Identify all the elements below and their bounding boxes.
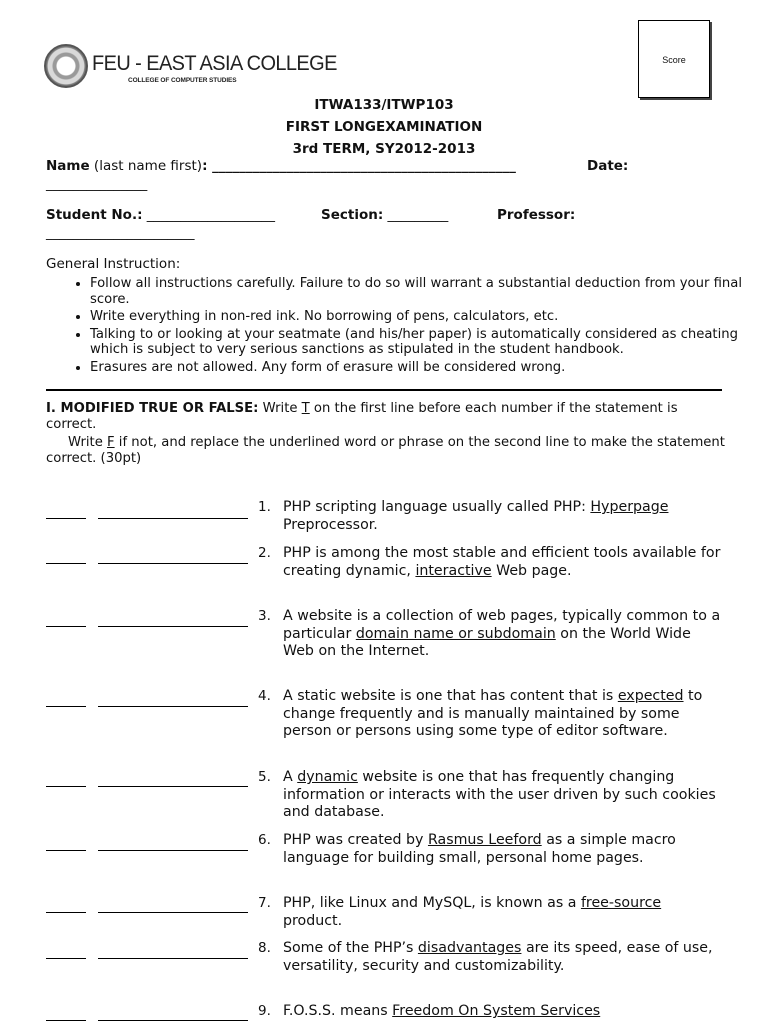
false-letter: F <box>107 435 115 450</box>
intro-text: on the first line before each number if the statement is correct. <box>46 401 678 432</box>
professor-label: Professor: <box>497 207 576 223</box>
question-underlined: Hyperpage <box>590 499 669 515</box>
answer-blank-tf[interactable] <box>46 850 86 851</box>
question-text <box>283 608 723 661</box>
question-number: 9. <box>258 1003 271 1019</box>
student-no-label: Student No.: <box>46 207 143 223</box>
question-text-post: product. <box>283 912 343 929</box>
answer-blank-correction[interactable] <box>98 786 248 787</box>
question-text <box>283 940 723 975</box>
section-field <box>321 207 448 223</box>
answer-blank-tf[interactable] <box>46 912 86 913</box>
answer-blank-correction[interactable] <box>98 706 248 707</box>
answer-blank-correction[interactable] <box>98 518 248 519</box>
college-name: FEU - EAST ASIA COLLEGE <box>92 52 337 75</box>
question-text <box>283 499 723 534</box>
question-text <box>283 688 723 741</box>
section-label: Section: <box>321 207 384 223</box>
answer-blank-tf[interactable] <box>46 706 86 707</box>
question-text-pre: Some of the PHP’s <box>283 940 418 956</box>
question-text-post: Web page. <box>491 562 572 579</box>
question-underlined: free-source <box>580 895 662 911</box>
answer-blank-tf[interactable] <box>46 518 86 519</box>
answer-blank-tf[interactable] <box>46 786 86 787</box>
section-intro <box>46 401 726 467</box>
section-intro-line1 <box>46 401 726 433</box>
score-label: Score <box>662 55 686 65</box>
college-subtitle: COLLEGE OF COMPUTER STUDIES <box>128 77 237 84</box>
score-box <box>638 20 710 98</box>
answer-blank-tf[interactable] <box>46 1020 86 1021</box>
question-number: 8. <box>258 940 271 956</box>
name-hint: (last name first) <box>89 158 203 174</box>
section-divider <box>46 389 722 391</box>
answer-blank-correction[interactable] <box>98 626 248 627</box>
question-underlined: dynamic <box>297 769 358 785</box>
question-text-post: Preprocessor. <box>283 516 378 533</box>
intro-text: Write <box>68 435 108 450</box>
question-number: 5. <box>258 769 271 785</box>
question-text <box>283 1003 723 1021</box>
answer-blank-correction[interactable] <box>98 958 248 959</box>
question-underlined: Rasmus Leeford <box>427 832 542 848</box>
instructions-title: General Instruction: <box>46 256 181 272</box>
exam-term: 3rd TERM, SY2012-2013 <box>292 141 476 157</box>
question-text-pre: A static website is one that has content that is <box>283 688 618 704</box>
answer-blank-tf[interactable] <box>46 958 86 959</box>
answer-blank-correction[interactable] <box>98 912 248 913</box>
question-text <box>283 895 723 930</box>
question-underlined: interactive <box>415 562 492 579</box>
question-underlined: Freedom On System Services <box>392 1003 601 1019</box>
student-no-blank: ___________________ <box>142 207 276 223</box>
instruction-item: • Talking to or looking at your seatmate (and his/her paper) is automatically considered as cheating which is subject to very serious sanctions as stipulated in the student handbook. <box>90 327 754 358</box>
question-text-post: to change frequently and is manually maintained by some person or persons using some type of editor software. <box>283 688 703 739</box>
section-intro-line2 <box>46 435 726 467</box>
question-number: 2. <box>258 545 271 561</box>
instruction-item: • Follow all instructions carefully. Failure to do so will warrant a substantial deduction from your final score. <box>90 276 754 307</box>
answer-blank-tf[interactable] <box>46 563 86 564</box>
instructions-list <box>64 276 754 377</box>
question-text-post: are its speed, ease of use, versatility, security and customizability. <box>283 940 713 974</box>
true-letter: T <box>301 401 310 416</box>
question-text-pre: F.O.S.S. means <box>283 1003 393 1019</box>
instruction-item: • Write everything in non-red ink. No borrowing of pens, calculators, etc. <box>90 309 754 325</box>
section-heading: I. MODIFIED TRUE OR FALSE: <box>46 401 259 416</box>
question-number: 6. <box>258 832 271 848</box>
answer-blank-correction[interactable] <box>98 850 248 851</box>
date-blank: _______________ <box>46 176 148 192</box>
question-text-pre: PHP, like Linux and MySQL, is known as a <box>283 895 581 911</box>
college-seal-icon <box>44 44 88 88</box>
section-blank: _________ <box>383 207 449 223</box>
answer-blank-correction[interactable] <box>98 1020 248 1021</box>
question-text <box>283 769 723 822</box>
question-text-pre: A <box>283 769 298 785</box>
question-text-pre: PHP was created by <box>283 832 428 848</box>
intro-text: Write <box>258 401 302 416</box>
instruction-item: • Erasures are not allowed. Any form of erasure will be considered wrong. <box>90 360 754 376</box>
question-text-pre: PHP is among the most stable and efficient tools available for creating dynamic, <box>283 545 721 579</box>
question-number: 4. <box>258 688 271 704</box>
question-number: 1. <box>258 499 271 515</box>
course-code: ITWA133/ITWP103 <box>314 97 454 113</box>
date-label: Date: <box>587 158 629 174</box>
question-underlined: domain name or subdomain <box>355 625 556 642</box>
question-text-post: website is one that has frequently changing information or interacts with the user driven by such cookies and database. <box>283 769 716 820</box>
question-text-pre: A website is a collection of web pages, typically common to a particular <box>283 608 721 642</box>
question-underlined: disadvantages <box>417 940 522 956</box>
question-underlined: expected <box>617 688 684 704</box>
question-text-post: as a simple macro language for building small, personal home pages. <box>283 832 676 866</box>
intro-text: if not, and replace the underlined word or phrase on the second line to make the statement correct. (30pt) <box>46 435 725 466</box>
student-no-field <box>46 207 275 223</box>
question-text-post: on the World Wide Web on the Internet. <box>283 625 691 659</box>
name-blank: : _____________________________________________ <box>202 158 516 174</box>
question-text <box>283 832 723 867</box>
name-label: Name <box>46 158 90 174</box>
question-text-pre: PHP scripting language usually called PHP: <box>283 499 591 515</box>
professor-blank: ______________________ <box>46 225 195 241</box>
name-field <box>46 158 516 174</box>
question-text <box>283 545 723 580</box>
exam-title: FIRST LONGEXAMINATION <box>285 119 483 135</box>
answer-blank-tf[interactable] <box>46 626 86 627</box>
question-number: 7. <box>258 895 271 911</box>
question-number: 3. <box>258 608 271 624</box>
answer-blank-correction[interactable] <box>98 563 248 564</box>
